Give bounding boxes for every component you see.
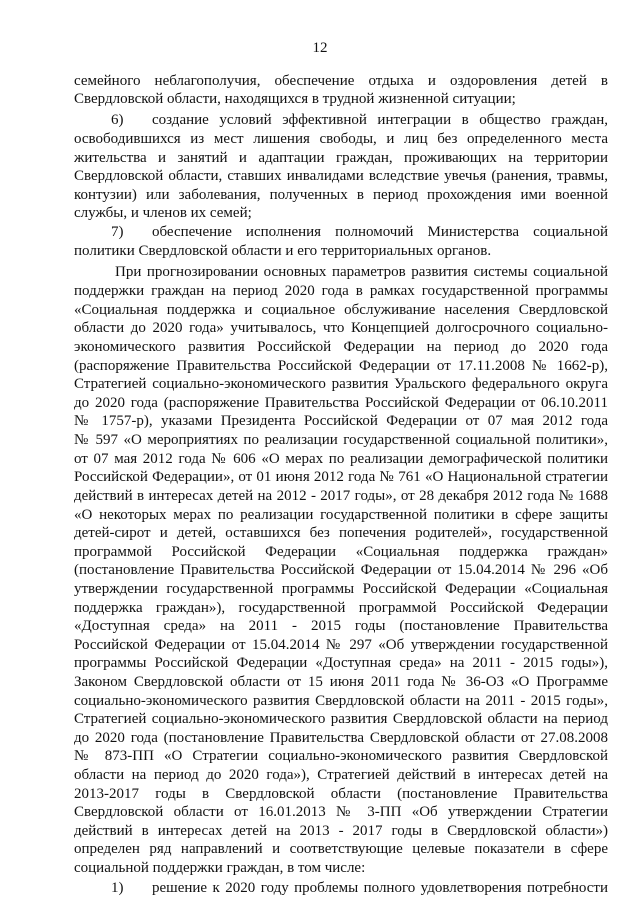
text-line: Стратегией социально-экономического развития Уральского федерального округа — [74, 376, 608, 392]
text-line: детей-сирот и детей, оставшихся без попечения родителей», государственной — [74, 525, 608, 541]
text-line: социально-экономического развития Свердловской области на 2011 - 2015 годы», — [74, 693, 608, 709]
text-line: определен ряд направлений и соответствующие целевые показатели в сфере — [74, 841, 608, 857]
text-line: программой Российской Федерации «Социальная поддержка граждан» — [74, 544, 608, 560]
text-line: Свердловской области, находящихся в трудной жизненной ситуации; — [74, 91, 516, 107]
text-line: контузии) или заболевания, полученных в период прохождения ими военной — [74, 187, 608, 203]
text-line: обеспечение исполнения полномочий Министерства социальной — [152, 224, 608, 240]
text-line: Свердловской области, ставших инвалидами вследствие увечья (ранения, травмы, — [74, 168, 608, 184]
text-line: Стратегией социально-экономического развития Свердловской области на период — [74, 711, 608, 727]
text-line: создание условий эффективной интеграции в общество граждан, — [152, 112, 608, 128]
text-line: решение к 2020 году проблемы полного удовлетворения потребности — [152, 880, 608, 896]
text-line: «О некоторых мерах по реализации государственной политики в сфере защиты — [74, 507, 608, 523]
text-line: утверждении государственной программы Российской Федерации «Социальная — [74, 581, 608, 597]
text-line: от 07 мая 2012 года № 606 «О мерах по реализации демографической политики — [74, 451, 608, 467]
text-line: действий в интересах детей на 2013 - 2017 годы в Свердловской области») — [74, 823, 608, 839]
text-line: экономического развития Российской Федерации на период до 2020 года — [74, 339, 608, 355]
text-line: освободившихся из мест лишения свободы, и лиц без определенного места — [74, 131, 608, 147]
text-line: (постановление Правительства Российской Федерации от 15.04.2014 № 296 «Об — [74, 562, 608, 578]
text-line: до 2020 года (распоряжение Правительства Российской Федерации от 06.10.2011 — [74, 395, 608, 411]
list-item-number: 7) — [111, 224, 124, 240]
text-line: действий в интересах детей на 2012 - 2017 годы», от 28 декабря 2012 года № 1688 — [74, 488, 608, 504]
text-line: «Доступная среда» на 2011 - 2015 годы (постановление Правительства — [74, 618, 608, 634]
text-line: поддержки граждан на период 2020 года в рамках государственной программы — [74, 283, 608, 299]
text-line: 2013-2017 годы в Свердловской области (постановление Правительства — [74, 786, 608, 802]
text-line: Свердловской области от 16.01.2013 № 3-ПП «Об утверждении Стратегии — [74, 804, 608, 820]
text-line: № 597 «О мероприятиях по реализации государственной социальной политики», — [74, 432, 608, 448]
text-line: жительства и занятий и адаптации граждан, проживающих на территории — [74, 150, 608, 166]
text-line: социальной поддержки граждан, в том числе: — [74, 860, 366, 876]
text-line: (распоряжение Правительства Российской Федерации от 17.11.2008 № 1662-р), — [74, 358, 608, 374]
text-line: Законом Свердловской области от 15 июня 2011 года № 36-ОЗ «О Программе — [74, 674, 608, 690]
page-number: 12 — [312, 40, 328, 56]
list-item-number: 6) — [111, 112, 124, 128]
text-line: «Социальная поддержка и социальное обслуживание населения Свердловской — [74, 302, 608, 318]
text-line: № 873-ПП «О Стратегии социально-экономического развития Свердловской — [74, 748, 608, 764]
text-line: области до 2020 года» учитывалось, что Концепцией долгосрочного социально- — [74, 320, 608, 336]
text-line: поддержка граждан»), государственной программой Российской Федерации — [74, 600, 608, 616]
text-line: политики Свердловской области и его территориальных органов. — [74, 243, 492, 259]
text-line: до 2020 года (постановление Правительства Свердловской области от 27.08.2008 — [74, 730, 608, 746]
text-line: службы, и членов их семей; — [74, 205, 252, 221]
text-line: программы Российской Федерации «Доступная среда» на 2011 - 2015 годы»), — [74, 655, 608, 671]
text-line: Российской Федерации от 15.04.2014 № 297 «Об утверждении государственной — [74, 637, 608, 653]
text-line: области на период до 2020 года»), Стратегией действий в интересах детей на — [74, 767, 608, 783]
text-line: № 1757-р), указами Президента Российской Федерации от 07 мая 2012 года — [74, 413, 608, 429]
text-line: семейного неблагополучия, обеспечение отдыха и оздоровления детей в — [74, 73, 608, 89]
text-line: При прогнозировании основных параметров развития системы социальной — [115, 264, 608, 280]
text-line: Российской Федерации», от 01 июня 2012 года № 761 «О Национальной стратегии — [74, 469, 608, 485]
list-item-number: 1) — [111, 880, 124, 896]
